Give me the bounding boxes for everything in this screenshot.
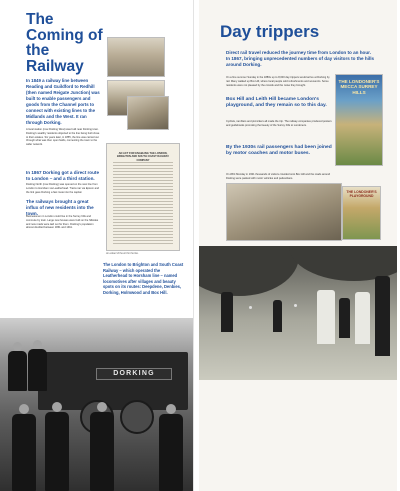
day-trippers-subhead-1: Box Hill and Leith Hill became London's playground, and they remain so to this day. [226,97,327,109]
railwayman-head [97,402,107,412]
railwayman-figure [45,412,69,491]
locomotive-body [38,352,188,410]
act-document-heading: AN ACT FOR ENABLING THE LONDON, BRIGHTON AND SOUTH COAST RAILWAY COMPANY [117,152,169,162]
tripper-figure [273,300,282,332]
railwayman-figure [159,414,183,491]
day-trippers-body-1: On a fine summer Sunday in the 1880s up to 8,000 day trippers would arrive at Dorking by rail. Many walked up Box Hill, where local people sold refreshments and souvenirs. Some residents were not pleased by the crowds and the noise they brought. [226,76,330,87]
railway-subhead-2: The railways brought a great influx of new residents into the town. [26,199,94,216]
station-photo-1 [107,37,165,77]
dorking-locomotive-photo [0,318,193,491]
act-document [106,143,180,251]
day-trippers-intro: Direct rail travel reduced the journey time from London to an hour. In 1867, bringing unprecedented numbers of day visitors to the hills around Dorking. [226,50,375,68]
day-trippers-body-2: Cyclists, ramblers and picnickers all made the trip. The railway companies produced posters and guidebooks promoting the beauty of the Surrey hills to Londoners. [226,120,332,127]
station-photo-3 [127,96,169,130]
railwayman-head [13,342,22,351]
railwayman-figure [8,351,27,391]
railway-intro: In 1849 a railway line between Reading and Guildford to Redhill (then named Reigate Junction) was built to enable passengers and goods from the Channel ports to connect with existing lines to the Midlands and the West. It ran through Dorking. [26,78,100,125]
locomotive-highlight: The London to Brighton and South Coast Railway – which operated the Leatherhead to Horsham line – named locomotives after villages and beauty spots on its routes: Deepdene, Denbies, Dorking, Holmwood and Box Hill. [103,262,184,295]
railwayman-head [52,402,62,412]
railwayman-figure [90,412,114,491]
londoners-playground-poster [342,186,381,240]
tripper-figure [339,298,350,338]
railway-title: The Coming of the Railway [26,11,103,75]
day-trippers-title: Day trippers [220,22,320,41]
railway-body-2: Dorking North (now Dorking) was opened on the new line from London to Horsham via Leatherhead. Trains ran via Epsom and the link gave Dorking a fast route into the capital. [26,183,99,194]
railway-body-3: Businessmen in London could live in the Surrey hills and commute by train. Large new houses were built on the hillsides and new roads were laid out for them. Dorking's population almost doubled between 1861 and 1911. [26,215,99,230]
day-trippers-body-3: On Whit Monday in 1931 thousands of visitors crowded onto Box Hill and the roads around Dorking were packed with motor vehicles and pedestrians. [226,173,331,180]
londoners-playground-poster-title: THE LONDONER'S PLAYGROUND [346,190,377,199]
act-document-text [113,162,173,244]
railway-body-1: A local station (now Dorking West) was built near Dorking town. Dorking's wealthy residents objected to the line being built close to their estates. Six years later, in 1855, the line was carried out through what was then open fields, connecting the town to the wider network. [26,128,100,146]
railwayman-figure [12,414,36,491]
locomotive-name: DORKING [113,370,155,377]
railway-subhead-1: In 1867 Dorking got a direct route to London – and a third station. [26,170,100,181]
tripper-figure [317,290,335,344]
box-hill-crowd-photo [226,183,342,241]
locomotive-nameplate [96,368,172,380]
walker-dot [294,304,297,307]
railwayman-head [33,340,42,349]
day-trippers-crowd-photo [199,246,397,380]
railway-panel [0,0,194,491]
surrey-hills-poster-title: THE LONDONER'S MECCA SURREY HILLS [338,79,380,95]
act-document-caption: An extract of the Act for the line. [106,253,139,255]
railwayman-head [19,404,29,414]
surrey-hills-poster [335,74,383,166]
day-trippers-panel [199,0,397,491]
tree-shape [199,246,299,296]
tripper-figure [221,292,233,332]
locomotive-wheel [120,400,154,434]
tripper-figure [355,292,370,344]
walker-dot [249,306,252,309]
day-trippers-subhead-2: By the 1930s rail passengers had been joined by motor coaches and motor buses. [226,145,332,157]
railwayman-head [166,404,176,414]
railwayman-figure [28,349,47,391]
tripper-figure [375,276,390,356]
